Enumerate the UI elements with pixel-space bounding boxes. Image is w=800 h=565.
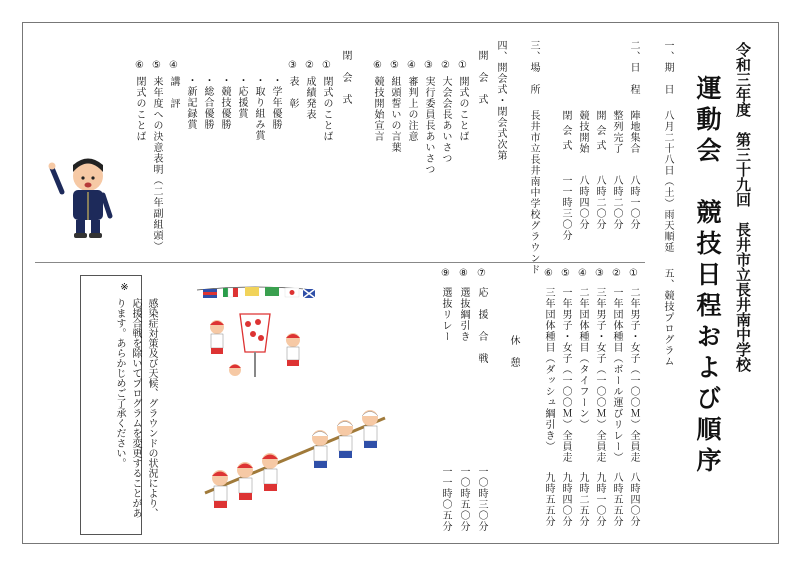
opening-ceremony-label: 開 会 式	[476, 50, 487, 105]
section-divider	[35, 262, 645, 263]
opening-item: ① 開式のことば	[457, 60, 468, 143]
flags-and-kids-illustration	[195, 282, 320, 392]
schedule-item-name: 閉 会 式	[560, 110, 571, 152]
event-name: 二年団体種目（タイフーン）	[577, 287, 588, 430]
opening-item: ③ 実行委員長あいさつ	[423, 60, 434, 176]
event-name: 選抜綱引き	[458, 287, 469, 342]
closing-item: ① 閉式のことば	[321, 60, 332, 143]
event-time: 一〇時五〇分	[458, 466, 469, 532]
event-time: 八時四〇分	[628, 472, 639, 527]
event-number: ⑥	[543, 268, 554, 280]
event-number: ②	[611, 268, 622, 280]
cheering-boy-illustration	[48, 150, 118, 240]
venue-value: 長井市立長井南中学校グラウンド	[528, 110, 539, 275]
award-item: ・応援賞	[236, 75, 247, 119]
event-number: ③	[594, 268, 605, 280]
schedule-item-time: 一一時三〇分	[560, 175, 571, 241]
event-time: 九時四〇分	[560, 472, 571, 527]
notice-box	[80, 275, 157, 535]
schedule-item-name: 整列完了	[611, 110, 622, 154]
event-time: 八時五五分	[611, 472, 622, 527]
date-label: 一、期 日	[662, 40, 673, 95]
program-label: 五、競技プログラム	[662, 268, 673, 367]
event-number: ⑦	[476, 268, 487, 280]
event-time: 九時一〇分	[594, 472, 605, 527]
closing-item: ⑥ 閉式のことば	[134, 60, 145, 143]
schedule-item-name: 陣地集合	[628, 110, 639, 154]
tug-of-war-illustration	[200, 398, 390, 528]
ceremony-heading: 四、開会式・閉会式次第	[495, 40, 506, 161]
opening-item: ⑥ 競技開始宣言	[372, 60, 383, 143]
event-number: ⑤	[560, 268, 571, 280]
event-name: 二年男子・女子（一〇〇Ｍ）全員走	[628, 287, 639, 463]
notice-mark: ※	[119, 282, 130, 294]
event-name: 一年団体種目（ボール運びリレー）	[611, 287, 622, 463]
schedule-item-time: 八時二〇分	[611, 175, 622, 230]
closing-item: ④ 講 評	[168, 60, 179, 110]
award-item: ・学年優勝	[270, 75, 281, 130]
schedule-item-time: 八時四〇分	[577, 175, 588, 230]
event-name: 三年団体種目（ダッシュ綱引き）	[543, 287, 554, 452]
opening-item: ⑤ 組頭誓いの言葉	[389, 60, 400, 154]
event-number: ⑧	[458, 268, 469, 280]
award-item: ・競技優勝	[219, 75, 230, 130]
award-item: ・総合優勝	[202, 75, 213, 130]
schedule-item-name: 競技開始	[577, 110, 588, 154]
venue-label: 三、場 所	[528, 40, 539, 95]
schedule-label: 二、日 程	[628, 40, 639, 95]
page-title: 運動会 競技日程および順序	[693, 75, 722, 478]
closing-item: ⑤ 来年度への決意表明（二年副組頭）	[151, 60, 162, 253]
event-time: 一〇時三〇分	[476, 466, 487, 532]
opening-item: ② 大会会長あいさつ	[440, 60, 451, 165]
award-item: ・新記録賞	[185, 75, 196, 130]
event-time: 九時五五分	[543, 472, 554, 527]
award-item: ・取り組み賞	[253, 75, 264, 141]
event-name: 応 援 合 戦	[476, 287, 487, 364]
event-name: 一年男子・女子（一〇〇Ｍ）全員走	[560, 287, 571, 463]
closing-item: ② 成績発表	[304, 60, 315, 121]
event-time: 九時二五分	[577, 472, 588, 527]
schedule-item-name: 開 会 式	[594, 110, 605, 152]
event-number: ④	[577, 268, 588, 280]
schedule-item-time: 八時二〇分	[594, 175, 605, 230]
opening-item: ④ 審判上の注意	[406, 60, 417, 143]
event-name: 三年男子・女子（一〇〇Ｍ）全員走	[594, 287, 605, 463]
event-name: 選抜リレー	[440, 287, 451, 342]
notice-text: 感染症対策及び天候、グラウンドの状況により、応援合戦を除いてプログラムを変更することがあります。あらかじめご了承ください。	[114, 298, 157, 518]
date-value: 八月二十八日（土）雨天順延	[662, 110, 673, 253]
event-number: ①	[628, 268, 639, 280]
break-label: 休 憩	[508, 335, 519, 368]
closing-ceremony-label: 閉 会 式	[340, 50, 351, 105]
event-time: 一一時〇五分	[440, 466, 451, 532]
edition-heading: 令和三年度 第三十九回 長井市立長井南中学校	[734, 42, 752, 372]
schedule-item-time: 八時一〇分	[628, 175, 639, 230]
closing-item: ③ 表 彰	[287, 60, 298, 110]
event-number: ⑨	[440, 268, 451, 280]
